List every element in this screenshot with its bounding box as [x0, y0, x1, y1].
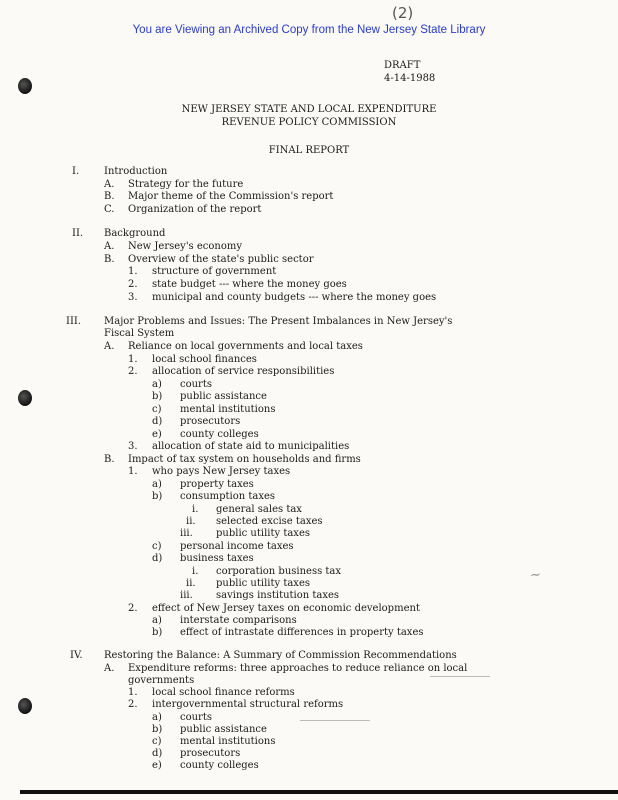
outline-item: mental institutions	[180, 404, 276, 415]
outline-item: who pays New Jersey taxes	[152, 466, 291, 477]
outline-marker: A.	[104, 341, 115, 352]
outline-marker: B.	[104, 254, 115, 265]
outline-marker: C.	[104, 204, 115, 215]
outline-item: prosecutors	[180, 748, 241, 759]
outline-marker: a)	[152, 479, 162, 490]
faint-mark-1	[430, 676, 490, 677]
outline-marker: 2.	[128, 279, 138, 290]
outline-item: New Jersey's economy	[128, 241, 243, 252]
outline-marker: 2.	[128, 699, 138, 710]
outline-item: state budget --- where the money goes	[152, 279, 347, 290]
outline-marker: 2.	[128, 603, 138, 614]
faint-mark-2	[300, 720, 370, 721]
outline-item: Strategy for the future	[128, 179, 244, 190]
title-block	[0, 104, 618, 158]
outline-item: intergovernmental structural reforms	[152, 699, 344, 710]
outline-item: savings institution taxes	[216, 590, 340, 601]
outline-marker: 3.	[128, 292, 138, 303]
outline-item: courts	[180, 379, 212, 390]
outline-item: Expenditure reforms: three approaches to reduce reliance on local	[128, 663, 468, 674]
draft-date: 4-14-1988	[384, 72, 436, 84]
punch-hole-bottom	[18, 698, 32, 714]
outline-marker: b)	[152, 491, 163, 502]
outline-marker: ii.	[186, 578, 196, 589]
outline-item: interstate comparisons	[180, 615, 297, 626]
outline-marker: III.	[66, 316, 82, 327]
outline-marker: iii.	[180, 590, 193, 601]
punch-hole-middle	[18, 390, 32, 406]
outline-marker: B.	[104, 191, 115, 202]
outline-marker: 2.	[128, 366, 138, 377]
outline-item: personal income taxes	[180, 541, 294, 552]
outline-item: municipal and county budgets --- where the money goes	[152, 292, 437, 303]
outline-marker: A.	[104, 663, 115, 674]
outline-marker: d)	[152, 748, 163, 759]
outline-item: business taxes	[180, 553, 254, 564]
outline-marker: iii.	[180, 528, 193, 539]
outline-marker: 1.	[128, 687, 138, 698]
outline-marker: b)	[152, 724, 163, 735]
outline-marker: A.	[104, 241, 115, 252]
outline-marker: i.	[192, 566, 199, 577]
outline-marker: d)	[152, 553, 163, 564]
outline-marker: a)	[152, 712, 162, 723]
punch-hole-top	[18, 78, 32, 94]
handwritten-page-number: (2)	[392, 4, 414, 22]
outline-marker: 1.	[128, 354, 138, 365]
bottom-rule	[20, 790, 618, 794]
outline-item: Introduction	[104, 166, 168, 177]
outline-marker: c)	[152, 736, 162, 747]
outline-item: Organization of the report	[128, 204, 262, 215]
outline-item: Impact of tax system on households and firms	[128, 454, 361, 465]
outline-item: mental institutions	[180, 736, 276, 747]
outline-item: Overview of the state's public sector	[128, 254, 314, 265]
outline-marker: c)	[152, 404, 162, 415]
outline-item: public utility taxes	[216, 528, 310, 539]
outline-marker: e)	[152, 429, 162, 440]
outline-marker: A.	[104, 179, 115, 190]
outline-item: selected excise taxes	[216, 516, 323, 527]
title-line-2: REVENUE POLICY COMMISSION	[221, 116, 397, 128]
outline-marker: 3.	[128, 441, 138, 452]
outline-marker: ii.	[186, 516, 196, 527]
draft-label: DRAFT	[384, 60, 421, 71]
outline-marker: B.	[104, 454, 115, 465]
outline-item: governments	[128, 675, 195, 686]
outline-marker: a)	[152, 615, 162, 626]
outline-item: Major Problems and Issues: The Present Imbalances in New Jersey's	[104, 316, 453, 327]
outline-item: Restoring the Balance: A Summary of Commission Recommendations	[104, 650, 457, 661]
archive-banner: You are Viewing an Archived Copy from the New Jersey State Library	[132, 24, 486, 36]
outline-marker: b)	[152, 391, 163, 402]
outline-item: allocation of service responsibilities	[152, 366, 335, 377]
outline-item: structure of government	[152, 266, 277, 277]
outline-marker: II.	[72, 228, 84, 239]
outline-item: property taxes	[180, 479, 254, 490]
outline-item: Reliance on local governments and local taxes	[128, 341, 363, 352]
outline-item: Fiscal System	[104, 328, 175, 339]
outline-marker: b)	[152, 627, 163, 638]
outline-item: effect of intrastate differences in property taxes	[180, 627, 424, 638]
outline-item: Major theme of the Commission's report	[128, 191, 334, 202]
outline-marker: e)	[152, 760, 162, 771]
margin-scribble-1: ~	[529, 567, 542, 584]
outline-marker: 1.	[128, 266, 138, 277]
outline-marker: IV.	[70, 650, 83, 661]
outline-item: county colleges	[180, 429, 259, 440]
outline-marker: 1.	[128, 466, 138, 477]
title-line-1: NEW JERSEY STATE AND LOCAL EXPENDITURE	[181, 104, 437, 115]
outline-marker: i.	[192, 504, 199, 515]
outline-item: county colleges	[180, 760, 259, 771]
outline-marker: c)	[152, 541, 162, 552]
outline-item: prosecutors	[180, 416, 241, 427]
outline-marker: d)	[152, 416, 163, 427]
outline-item: allocation of state aid to municipalities	[152, 441, 350, 452]
outline-item: effect of New Jersey taxes on economic development	[152, 603, 420, 614]
outline-item: general sales tax	[216, 504, 302, 515]
outline-item: local school finance reforms	[152, 687, 295, 698]
outline-item: public assistance	[180, 724, 267, 735]
outline-item: public utility taxes	[216, 578, 310, 589]
outline-item: Background	[104, 228, 166, 239]
outline-item: consumption taxes	[180, 491, 276, 502]
outline-item: corporation business tax	[216, 566, 342, 577]
outline-item: courts	[180, 712, 212, 723]
outline-marker: I.	[72, 166, 80, 177]
draft-stamp	[384, 60, 435, 85]
outline-item: local school finances	[152, 354, 257, 365]
report-title: FINAL REPORT	[268, 145, 350, 156]
outline-item: public assistance	[180, 391, 267, 402]
outline-marker: a)	[152, 379, 162, 390]
